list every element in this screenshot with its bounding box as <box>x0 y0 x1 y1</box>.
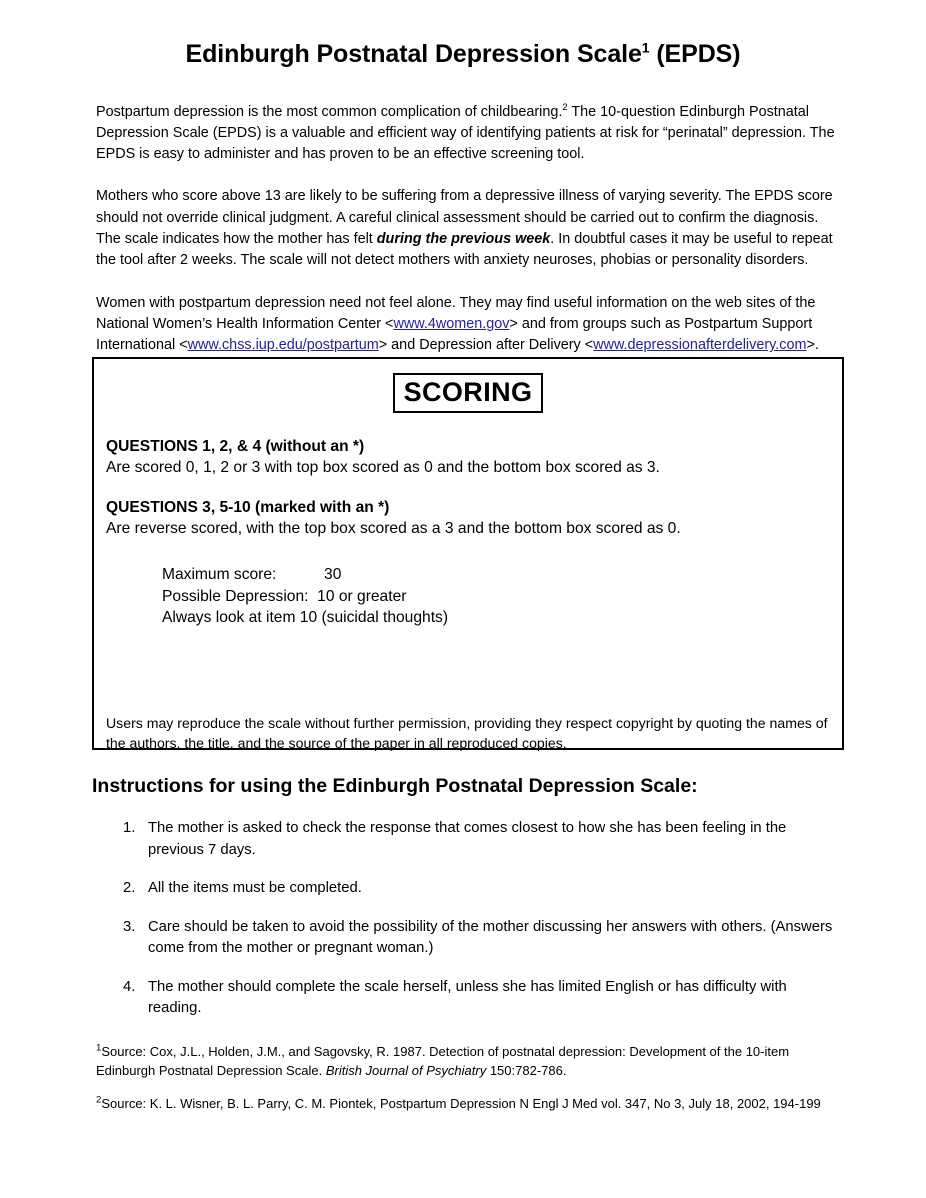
page-title-footnote-marker: 1 <box>641 39 650 56</box>
scoring-group-2-heading: QUESTIONS 3, 5-10 (marked with an *) <box>106 499 390 517</box>
list-item-number: 3. <box>123 918 136 935</box>
footnote-1-journal-title: British Journal of Psychiatry <box>325 1062 487 1078</box>
scoring-content <box>94 436 842 629</box>
scoring-title-container <box>94 359 842 413</box>
footnotes-section <box>96 1043 848 1129</box>
footnote-2 <box>96 1095 848 1114</box>
scoring-heading: SCORING <box>393 373 544 413</box>
score-row-possible-depression: Possible Depression: 10 or greater <box>162 587 407 605</box>
list-item-number: 1. <box>123 820 136 836</box>
scoring-box <box>92 357 844 750</box>
list-item <box>123 878 841 900</box>
page-title-text: Edinburgh Postnatal Depression Scale <box>185 40 642 68</box>
scoring-group-divider <box>106 478 828 497</box>
instructions-list <box>123 818 841 1037</box>
intro-paragraph-1-part-a: Postpartum depression is the most common complication of childbearing. <box>96 103 563 120</box>
footnote-1-marker: 1 <box>96 1042 102 1054</box>
score-row-maximum: Maximum score: 30 <box>162 566 342 584</box>
link-depressionafterdelivery[interactable]: www.depressionafterdelivery.com <box>593 337 807 354</box>
intro-section <box>96 102 844 357</box>
link-chss-iup-postpartum[interactable]: www.chss.iup.edu/postpartum <box>187 337 379 354</box>
list-item-text: The mother should complete the scale herself, unless she has limited English or has difficulty with reading. <box>148 978 787 1016</box>
intro-footnote-marker-2: 2 <box>562 101 568 113</box>
footnote-1 <box>96 1043 848 1080</box>
instructions-heading: Instructions for using the Edinburgh Postnatal Depression Scale: <box>92 775 698 797</box>
reproduction-permission-note: Users may reproduce the scale without further permission, providing they respect copyright by quoting the names of the authors, the title, and the source of the paper in all reproduced copies. <box>106 715 828 752</box>
list-item-text: The mother is asked to check the response that comes closest to how she has been feeling in the previous 7 days. <box>148 820 787 858</box>
list-item <box>123 977 841 1020</box>
score-row-item-10-note: Always look at item 10 (suicidal thoughts) <box>162 609 449 627</box>
intro-paragraph-3-part-a: Women with postpartum depression need not feel alone. They may find useful information on the web sites of the National Women’s Health Information Center < <box>96 294 816 332</box>
footnote-1-part-b: 150:782-786. <box>486 1062 567 1078</box>
scoring-group-1-body: Are scored 0, 1, 2 or 3 with top box scored as 0 and the bottom box scored as 3. <box>106 459 660 477</box>
link-4women-gov[interactable]: www.4women.gov <box>393 315 510 332</box>
intro-paragraph-2-emphasis: during the previous week <box>376 230 551 247</box>
footnote-1-part-a: Source: Cox, J.L., Holden, J.M., and Sagovsky, R. 1987. Detection of postnatal depression: Development of the 10-item Edinburgh Postnatal Depression Scale. <box>96 1044 790 1078</box>
page-title-abbrev: (EPDS) <box>649 40 741 68</box>
intro-paragraph-3-part-b: > and from groups such as Postpartum Support International < <box>96 315 813 354</box>
intro-paragraph-2-part-a: Mothers who score above 13 are likely to be suffering from a depressive illness of varying severity. The EPDS score should not override clinical judgment. A careful clinical assessment should be carried out to confirm the diagnosis. The scale indicates how the mother has felt <box>96 188 833 247</box>
list-item-number: 2. <box>123 880 136 896</box>
intro-paragraph-3-part-d: >. <box>806 337 819 354</box>
intro-paragraph-3-part-c: > and Depression after Delivery < <box>378 337 594 354</box>
intro-paragraph-3 <box>96 293 844 357</box>
scoring-group-2-body: Are reverse scored, with the top box scored as a 3 and the bottom box scored as 0. <box>106 520 681 538</box>
page-title <box>0 0 926 69</box>
list-item-number: 4. <box>123 978 136 995</box>
list-item <box>123 818 841 861</box>
list-item-text: All the items must be completed. <box>148 880 362 896</box>
list-item-text: Care should be taken to avoid the possibility of the mother discussing her answers with others. (Answers come from the mother or pregnant woman.) <box>148 918 833 956</box>
intro-paragraph-1-part-b: The 10-question Edinburgh Postnatal Depression Scale (EPDS) is a valuable and efficient way of identifying patients at risk for “perinatal” depression. The EPDS is easy to administer and has proven to be an effective screening tool. <box>96 103 835 163</box>
intro-paragraph-2 <box>96 186 844 271</box>
score-summary-list <box>162 564 828 629</box>
footnote-2-marker: 2 <box>96 1094 102 1106</box>
footnote-2-text: Source: K. L. Wisner, B. L. Parry, C. M. Piontek, Postpartum Depression N Engl J Med vol. 347, No 3, July 18, 2002, 194-199 <box>101 1096 821 1111</box>
list-item <box>123 917 841 960</box>
scoring-group-1-heading: QUESTIONS 1, 2, & 4 (without an *) <box>106 438 365 456</box>
intro-paragraph-2-part-b: . In doubtful cases it may be useful to repeat the tool after 2 weeks. The scale will not detect mothers with anxiety neuroses, phobias or personality disorders. <box>96 230 833 269</box>
intro-paragraph-1 <box>96 102 844 166</box>
